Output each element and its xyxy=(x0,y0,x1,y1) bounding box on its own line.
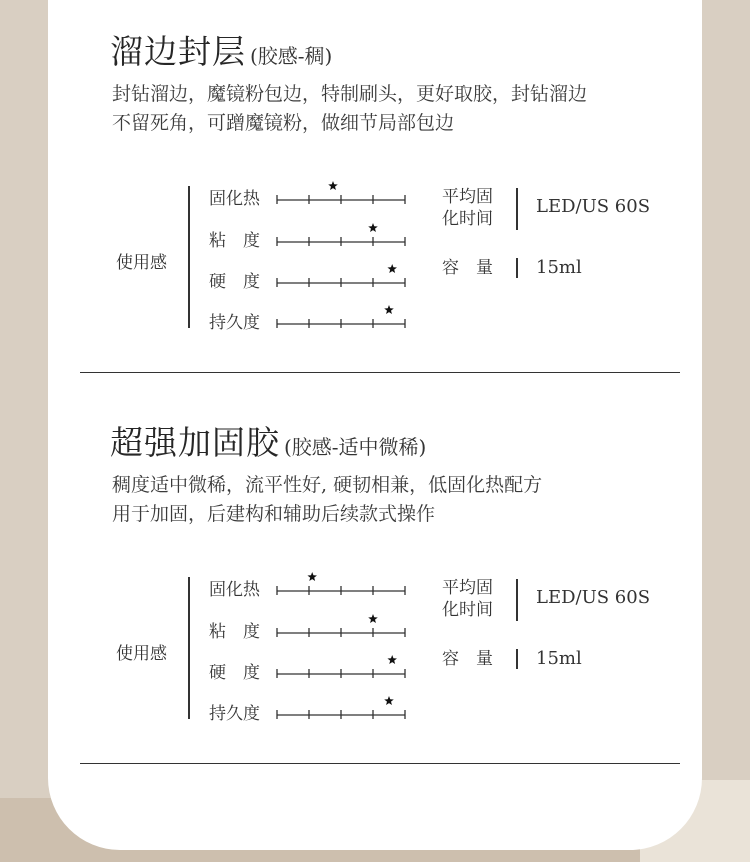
product-section-1 xyxy=(80,26,680,376)
capacity-value: 15ml xyxy=(536,257,582,278)
rating-label-hardness: 硬 度 xyxy=(209,272,260,292)
rating-scale-durability xyxy=(276,314,406,326)
rating-label-durability: 持久度 xyxy=(209,704,260,724)
product-texture: (胶感-稠) xyxy=(250,44,333,68)
capacity-label: 容 量 xyxy=(442,258,493,278)
product-name: 超强加固胶 xyxy=(110,423,280,462)
star-icon xyxy=(387,655,397,664)
rating-scale-cure-heat xyxy=(276,581,406,593)
cure-time-label xyxy=(442,186,493,230)
description-line-2: 用于加固，后建构和辅助后续款式操作 xyxy=(112,503,436,525)
rating-scale-hardness xyxy=(276,664,406,676)
rating-scale-viscosity xyxy=(276,232,406,244)
rating-label-viscosity: 粘 度 xyxy=(209,622,260,642)
product-texture: (胶感-适中微稀) xyxy=(284,435,427,459)
rating-label-cure-heat: 固化热 xyxy=(209,189,260,209)
rating-label-viscosity: 粘 度 xyxy=(209,231,260,251)
description-line-2: 不留死角，可蹭魔镜粉，做细节局部包边 xyxy=(112,112,455,134)
product-description xyxy=(112,80,692,138)
rating-scale-durability xyxy=(276,705,406,717)
capacity-divider xyxy=(516,258,518,278)
usage-label: 使用感 xyxy=(116,644,167,664)
usage-divider xyxy=(188,186,190,328)
rating-scale-hardness xyxy=(276,273,406,285)
capacity-label: 容 量 xyxy=(442,649,493,669)
star-icon xyxy=(368,223,378,232)
star-icon xyxy=(328,181,338,190)
star-icon xyxy=(387,264,397,273)
rating-scale-viscosity xyxy=(276,623,406,635)
cure-time-label-line-2: 化时间 xyxy=(442,600,493,620)
product-description xyxy=(112,471,692,529)
description-line-1: 稠度适中微稀，流平性好, 硬韧相兼，低固化热配方 xyxy=(112,474,543,496)
capacity-divider xyxy=(516,649,518,669)
cure-time-value: LED/US 60S xyxy=(536,196,651,217)
capacity-value: 15ml xyxy=(536,648,582,669)
cure-time-divider xyxy=(516,579,518,621)
cure-time-label xyxy=(442,577,493,621)
cure-time-value: LED/US 60S xyxy=(536,587,651,608)
section-divider xyxy=(80,372,680,373)
cure-time-label-line-1: 平均固 xyxy=(442,187,493,207)
cure-time-label-line-2: 化时间 xyxy=(442,209,493,229)
usage-label: 使用感 xyxy=(116,253,167,273)
description-line-1: 封钻溜边，魔镜粉包边，特制刷头，更好取胶，封钻溜边 xyxy=(112,83,588,105)
star-icon xyxy=(368,614,378,623)
cure-time-divider xyxy=(516,188,518,230)
rating-label-hardness: 硬 度 xyxy=(209,663,260,683)
product-title xyxy=(110,26,332,73)
usage-divider xyxy=(188,577,190,719)
star-icon xyxy=(384,696,394,705)
rating-scale-cure-heat xyxy=(276,190,406,202)
rating-label-cure-heat: 固化热 xyxy=(209,580,260,600)
cure-time-label-line-1: 平均固 xyxy=(442,578,493,598)
product-name: 溜边封层 xyxy=(110,32,246,71)
product-section-2 xyxy=(80,417,680,767)
star-icon xyxy=(384,305,394,314)
product-title xyxy=(110,417,426,464)
rating-label-durability: 持久度 xyxy=(209,313,260,333)
section-divider xyxy=(80,763,680,764)
star-icon xyxy=(307,572,317,581)
